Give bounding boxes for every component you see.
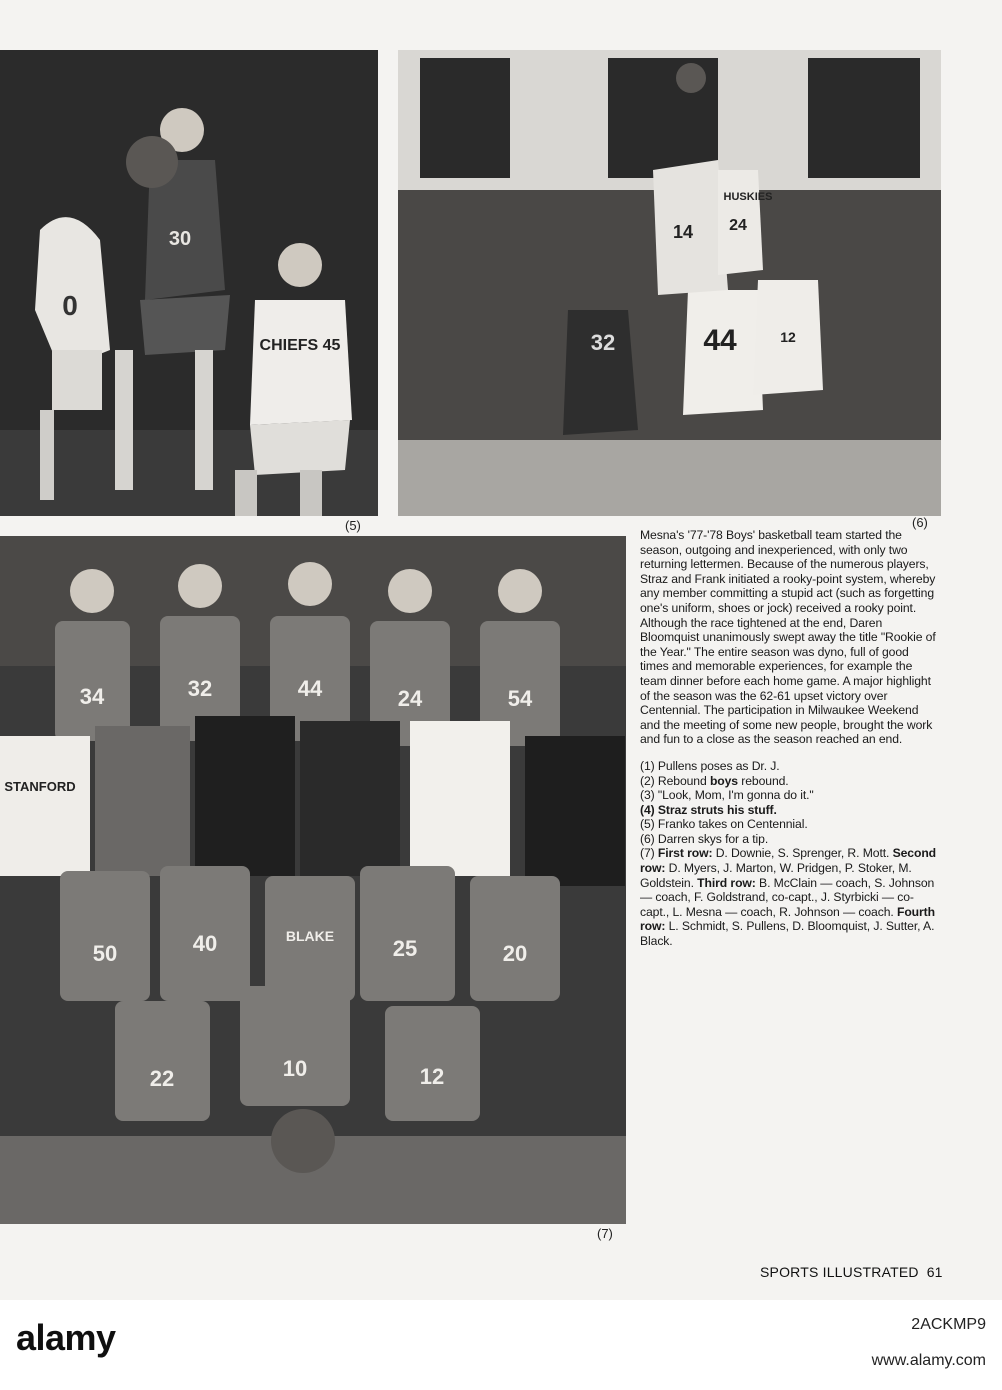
jersey-24b: 24: [397, 686, 423, 711]
alamy-logo: alamy: [16, 1317, 116, 1358]
jersey-34: 34: [79, 684, 105, 709]
page-footer: [760, 1264, 980, 1280]
stock-banner: [0, 1300, 1002, 1390]
page-number: 61: [926, 1264, 943, 1280]
jersey-12b: 12: [419, 1064, 445, 1089]
jersey-25: 25: [392, 936, 418, 961]
jersey-20: 20: [502, 941, 528, 966]
jersey-chiefs: CHIEFS 45: [259, 337, 341, 354]
article: [640, 528, 940, 949]
jersey-32b: 32: [187, 676, 213, 701]
photo7-image: [0, 536, 626, 1224]
photo-franko-centennial: [0, 50, 378, 516]
caption-5: (5) Franko takes on Centennial.: [640, 817, 808, 832]
jersey-54: 54: [507, 686, 533, 711]
caption-3: (3) "Look, Mom, I'm gonna do it.": [640, 788, 814, 803]
jersey-14: 14: [672, 222, 694, 242]
jersey-blake: BLAKE: [285, 928, 335, 944]
jersey-44b: 44: [297, 676, 323, 701]
stock-url: www.alamy.com: [871, 1352, 986, 1369]
photo6-image: [398, 50, 941, 516]
photo-captions: [640, 759, 940, 949]
caption-1: (1) Pullens poses as Dr. J.: [640, 758, 780, 773]
photo7-label: (7): [597, 1226, 613, 1241]
photo-team-portrait: [0, 536, 626, 1224]
caption-7: (7) First row: D. Downie, S. Sprenger, R. Mott. Second row: D. Myers, J. Marton, W. Pridgen, P. Stoker, M. Goldstein. Third row: B. McClain — coach, S. Johnson — coach, F. Goldstrand, co-capt., J. Styrbicki — co-capt., L. Mesna — coach, R. Johnson — coach. Fourth row: L. Schmidt, S. Pullens, D. Bloomquist, J. Sutter, A. Black.: [640, 846, 937, 949]
jersey-30: 30: [168, 228, 192, 250]
article-body: Mesna's '77-'78 Boys' basketball team started the season, outgoing and inexperienced, with only two returning lettermen. Because of the numerous players, Straz and Frank initiated a rooky-point system, whereby any member committing a stupid act (such as forgetting one's uniform, shoes or jock) received a rooky point. Although the race tightened at the end, Daren Bloomquist unanimously swept away the title "Rookie of the Year." The entire season was dyno, full of good times and memorable experiences, for example the team dinner before each home game. A major highlight of the season was the 62-61 upset victory over Centennial. The participation in Milwaukee Weekend and the meeting of some new people, brought the work and fun to a close as the season reached an end.: [640, 528, 936, 747]
jersey-22: 22: [149, 1066, 175, 1091]
magazine-title: SPORTS ILLUSTRATED: [760, 1264, 919, 1280]
shirt-stanford: STANFORD: [4, 779, 76, 794]
caption-4: (4) Straz struts his stuff.: [640, 802, 777, 817]
image-id: 2ACKMP9: [911, 1316, 986, 1333]
photo-darren-tip: [398, 50, 941, 516]
photo6-label: (6): [912, 515, 928, 530]
jersey-40: 40: [192, 931, 218, 956]
jersey-huskies: HUSKIES: [723, 191, 773, 203]
caption-6: (6) Darren skys for a tip.: [640, 831, 769, 846]
jersey-12: 12: [780, 329, 796, 345]
jersey-10: 10: [282, 1056, 308, 1081]
jersey-44: 44: [703, 324, 737, 357]
jersey-24: 24: [729, 217, 747, 234]
jersey-32: 32: [590, 330, 616, 355]
jersey-50: 50: [92, 941, 118, 966]
jersey-edge: 0: [62, 290, 78, 321]
caption-2: (2) Rebound boys rebound.: [640, 773, 789, 788]
photo5-label: (5): [345, 518, 361, 533]
photo5-image: [0, 50, 378, 516]
